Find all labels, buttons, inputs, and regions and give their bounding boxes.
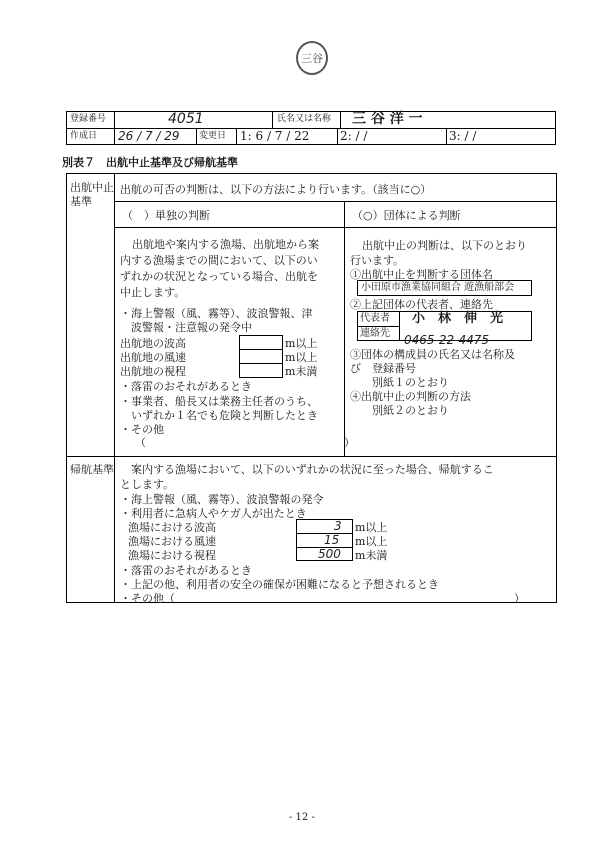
left-other: ・その他 (120, 423, 164, 436)
rep-name: 小 林 伸 光 (412, 311, 504, 326)
right-item-1: ①出航中止を判断する団体名 (350, 268, 493, 281)
return-value-wind: 15 (324, 533, 340, 547)
return-value-wave: 3 (334, 519, 342, 533)
seal-stamp (296, 41, 328, 75)
return-other-close: ） (514, 592, 525, 605)
created-label: 作成日 (70, 131, 98, 141)
departure-label-2: 基準 (70, 195, 92, 208)
change-2: 2: / / (340, 129, 368, 143)
right-item-4: ④出航中止の判断の方法 (350, 390, 471, 403)
return-warn: ・海上警報（風、霧等）、波浪警報の発令 (120, 493, 324, 506)
right-item-3b: び 登録番号 (350, 362, 416, 375)
left-other-paren: （ ） (135, 436, 355, 449)
changed-label: 変更日 (199, 131, 227, 141)
return-row-label-wind: 漁場における風速 (128, 535, 216, 548)
contact-value: 0465-22-4475 (404, 333, 490, 347)
return-intro-2: とします。 (120, 478, 175, 491)
left-row-unit-visibility: m未満 (285, 365, 318, 378)
left-row-unit-wind: m以上 (285, 351, 318, 364)
contact-label: 連絡先 (360, 328, 390, 339)
section-title: 別表７ 出航中止基準及び帰航基準 (62, 156, 238, 169)
return-row-unit-wave: m以上 (355, 521, 388, 534)
return-sick: ・利用者に急病人やケガ人が出たとき (120, 507, 307, 520)
return-value-visibility: 500 (318, 547, 341, 561)
left-row-label-wind: 出航地の風速 (120, 351, 186, 364)
right-item-2: ②上記団体の代表者、連絡先 (350, 298, 493, 311)
return-row-unit-wind: m以上 (355, 535, 388, 548)
left-row-label-wave: 出航地の波高 (120, 337, 186, 350)
right-para-1: 出航中止の判断は、以下のとおり (362, 239, 527, 252)
left-thunder: ・落雷のおそれがあるとき (120, 380, 252, 393)
right-heading: （○）団体による判断 (352, 209, 461, 222)
return-intro-1: 案内する漁場において、以下のいずれかの状況に至った場合、帰航するこ (131, 463, 494, 476)
return-row-label-wave: 漁場における波高 (128, 521, 216, 534)
change-1: 1: 6 / 7 / 22 (240, 129, 310, 143)
return-row-label-visibility: 漁場における視程 (128, 549, 216, 562)
right-item-3a: ③団体の構成員の氏名又は名称及 (350, 348, 515, 361)
departure-label-1: 出航中止 (70, 181, 114, 194)
reg-number-label: 登録番号 (70, 114, 107, 124)
return-safety: ・上記の他、利用者の安全の確保が困難になると予想されるとき (120, 578, 439, 591)
left-para-2: 内する漁場までの間において、以下のい (120, 254, 318, 267)
return-label: 帰航基準 (70, 463, 114, 476)
left-para-1: 出航地や案内する漁場、出航地から案 (132, 238, 319, 251)
return-row-unit-visibility: m未満 (355, 549, 388, 562)
left-captain-2: いずれか１名でも危険と判断したとき (131, 409, 318, 422)
rep-label: 代表者 (360, 313, 390, 324)
left-row-label-visibility: 出航地の視程 (120, 365, 186, 378)
change-3: 3: / / (449, 129, 477, 143)
right-para-2: 行います。 (350, 254, 405, 267)
name-value: 三 谷 洋 一 (352, 111, 423, 127)
right-item-4b: 別紙２のとおり (372, 404, 449, 417)
page-number: - 12 - (289, 812, 315, 823)
reg-number-value: 4051 (168, 111, 204, 127)
return-other: ・その他（ (120, 592, 175, 605)
left-warn-1: ・海上警報（風、霧等）、波浪警報、津 (120, 307, 313, 320)
org-name: 小田原市漁業協同組合 遊漁船部会 (361, 282, 515, 293)
seal-text: 三谷 (301, 52, 323, 65)
right-item-3c: 別紙１のとおり (372, 376, 449, 389)
created-value: 26 / 7 / 29 (118, 129, 180, 143)
left-para-4: 中止します。 (120, 286, 186, 299)
name-label: 氏名又は名称 (277, 114, 332, 124)
left-warn-2: 波警報・注意報の発令中 (131, 321, 252, 334)
left-para-3: ずれかの状況となっている場合、出航を (120, 270, 318, 283)
departure-intro: 出航の可否の判断は、以下の方法により行います。（該当に○） (120, 183, 432, 196)
left-row-unit-wave: m以上 (285, 337, 318, 350)
left-heading: （ ）単独の判断 (122, 209, 210, 222)
left-captain-1: ・事業者、船長又は業務主任者のうち、 (120, 395, 318, 408)
return-thunder: ・落雷のおそれがあるとき (120, 564, 252, 577)
left-value-boxes (239, 335, 283, 378)
